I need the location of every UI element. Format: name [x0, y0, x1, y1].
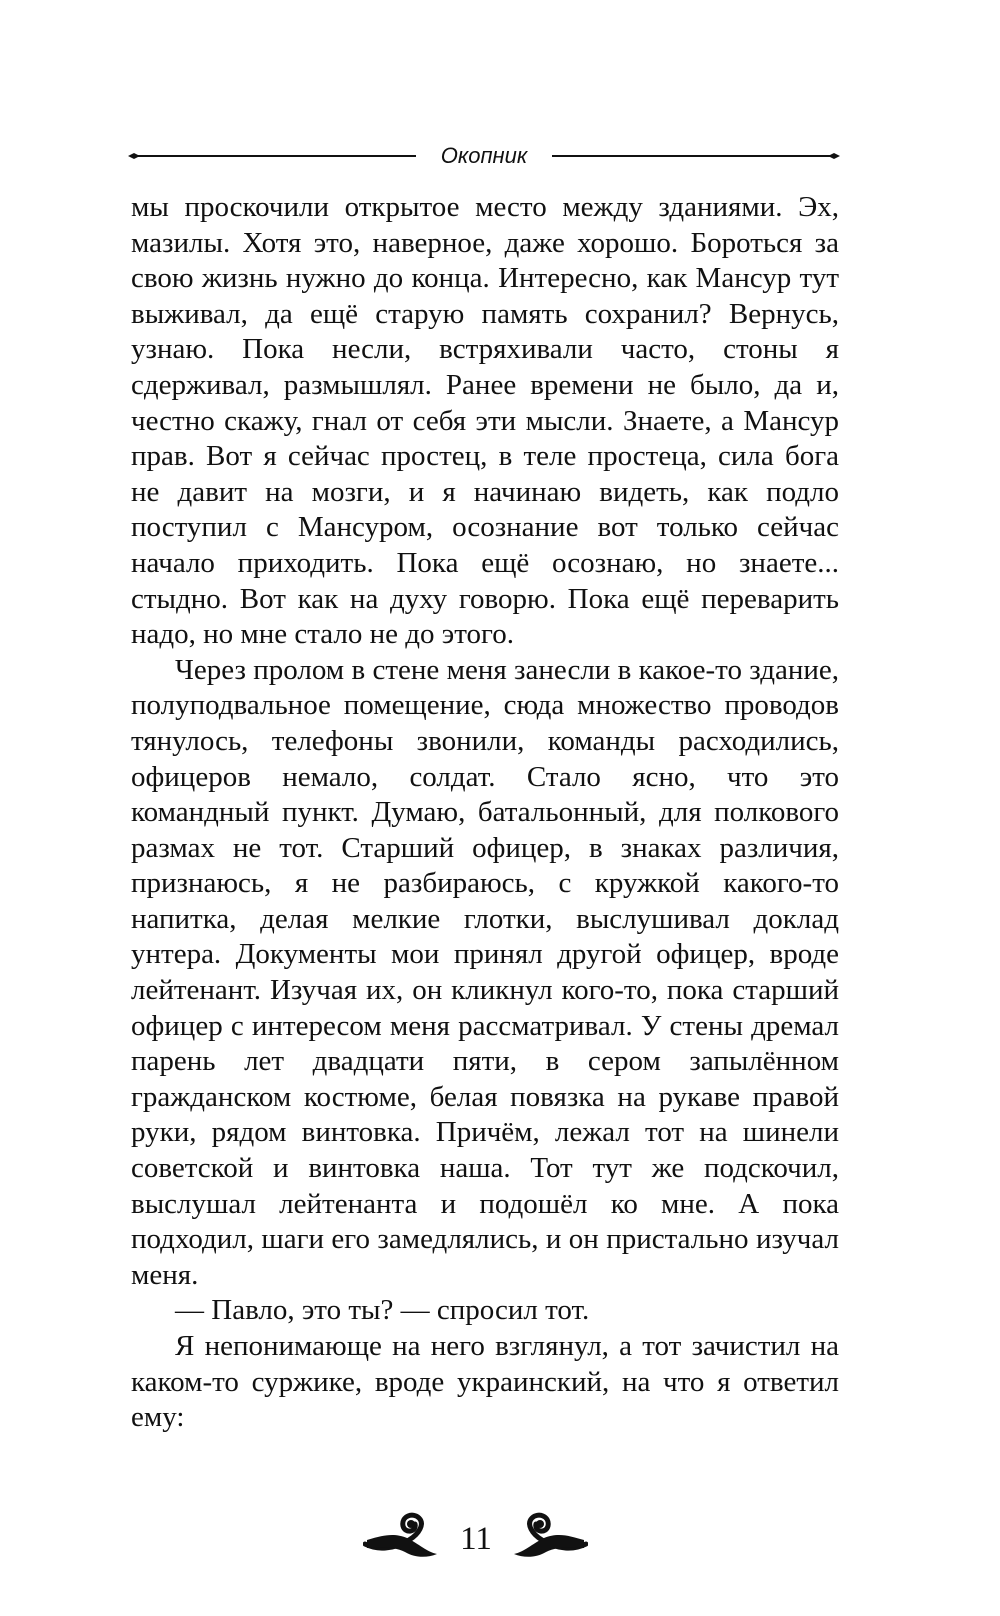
page-footer — [0, 1510, 1000, 1570]
page-body — [131, 190, 839, 1436]
paragraph-2: Через пролом в стене меня занесли в какое-то здание, полуподвальное помещение, сюда множество проводов тянулось, телефоны звонили, команды расходились, офицеров немало, солдат. Стало ясно, что это командный пункт. Думаю, батальонный, для полкового размах не тот. Старший офицер, в знаках различия, признаюсь, я не разбираюсь, с кружкой какого-то напитка, делая мелкие глотки, выслушивал доклад унтера. Документы мои принял другой офицер, вроде лейтенант. Изучая их, он кликнул кого-то, пока старший офицер с интересом меня рассматривал. У стены дремал парень лет двадцати пяти, в сером запылённом гражданском костюме, белая повязка на рукаве правой руки, рядом винтовка. Причём, лежал тот на шинели советской и винтовка наша. Тот тут же подскочил, выслушал лейтенанта и подошёл ко мне. А пока подходил, шаги его замедлялись, и он пристально изучал меня. — [131, 653, 839, 1291]
running-head-title: Окопник — [440, 143, 528, 168]
running-head — [128, 140, 840, 172]
right-ornament-icon — [512, 1510, 588, 1566]
left-ornament-icon — [363, 1510, 439, 1566]
page-number: 11 — [460, 1521, 492, 1557]
paragraph-1: мы проскочили открытое место между зданиями. Эх, мазилы. Хотя это, наверное, даже хорошо. Бороться за свою жизнь нужно до конца. Интересно, как Мансур тут выживал, да ещё старую память сохранил? Вернусь, узнаю. Пока несли, встряхивали часто, стоны я сдерживал, размышлял. Ранее времени не было, да и, честно скажу, гнал от себя эти мысли. Знаете, а Мансур прав. Вот я сейчас простец, в теле простеца, сила бога не давит на мозги, и я начинаю видеть, как подло поступил с Мансуром, осознание вот только сейчас начало приходить. Пока ещё осознаю, но знаете... стыдно. Вот как на духу говорю. Пока ещё переварить надо, но мне стало не до этого. — [131, 191, 839, 651]
paragraph-dialogue: — Павло, это ты? — спросил тот. — [175, 1294, 590, 1327]
paragraph-4: Я непонимающе на него взглянул, а тот зачистил на каком-то суржике, вроде украинский, на что я ответил ему: — [131, 1330, 839, 1434]
